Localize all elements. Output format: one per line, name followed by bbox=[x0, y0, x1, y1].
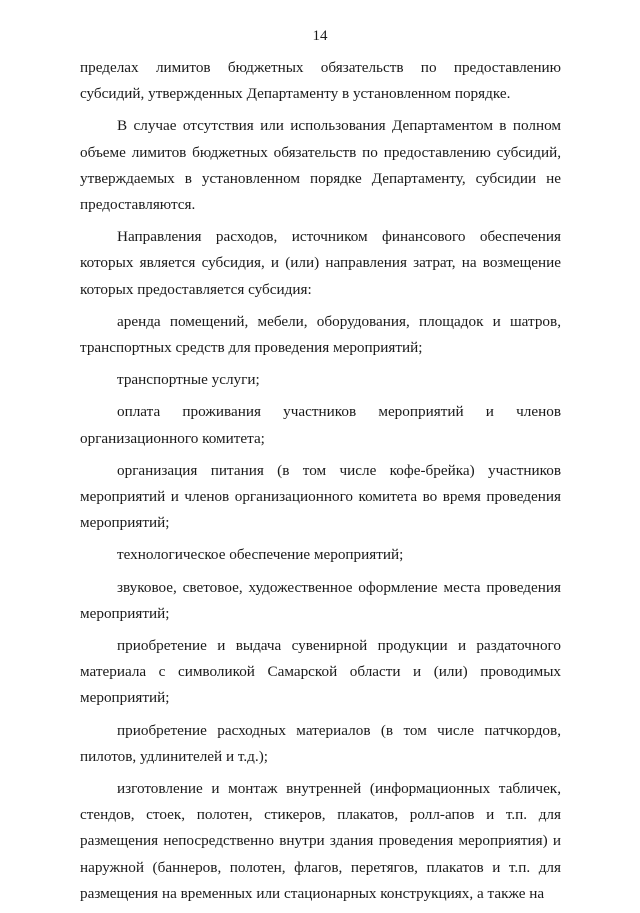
list-item-souvenirs: приобретение и выдача сувенирной продукции и раздаточного материала с символикой Самарской области и (или) проводимых мероприятий; bbox=[80, 637, 561, 707]
paragraph-expense-directions: Направления расходов, источником финансового обеспечения которых является субсидия, и (или) направления затрат, на возмещение которых предоставляется субсидия: bbox=[80, 228, 561, 298]
list-item-technical-support: технологическое обеспечение мероприятий; bbox=[117, 546, 404, 564]
list-item-decoration: звуковое, световое, художественное оформление места проведения мероприятий; bbox=[80, 578, 561, 622]
list-item-signage: изготовление и монтаж внутренней (информационных табличек, стендов, стоек, полотен, стикеров, плакатов, ролл-апов и т.п. для размещения непосредственно внутри здания проведения мероприятия) и наружной (баннеров, полотен, флагов, перетягов, плакатов и т.п. для размещения на временных или стационарных конструкциях, а также на bbox=[80, 780, 561, 902]
page-number: 14 bbox=[312, 28, 328, 44]
list-item-transport: транспортные услуги; bbox=[117, 371, 260, 389]
list-item-catering: организация питания (в том числе кофе-брейка) участников мероприятий и членов организационного комитета во время проведения мероприятий; bbox=[80, 461, 561, 532]
list-item-rent: аренда помещений, мебели, оборудования, площадок и шатров, транспортных средств для проведения мероприятий; bbox=[80, 312, 561, 357]
document-body bbox=[80, 55, 561, 913]
paragraph-continuation: пределах лимитов бюджетных обязательств по предоставлению субсидий, утвержденных Департаменту в установленном порядке. bbox=[80, 59, 561, 103]
paragraph-budget-limits: В случае отсутствия или использования Департаментом в полном объеме лимитов бюджетных обязательств по предоставлению субсидий, утверждаемых в установленном порядке Департаменту, субсидии не предоставляются. bbox=[80, 117, 561, 214]
list-item-accommodation: оплата проживания участников мероприятий и членов организационного комитета; bbox=[80, 403, 561, 447]
list-item-consumables: приобретение расходных материалов (в том числе патчкордов, пилотов, удлинителей и т.д.); bbox=[80, 721, 561, 765]
